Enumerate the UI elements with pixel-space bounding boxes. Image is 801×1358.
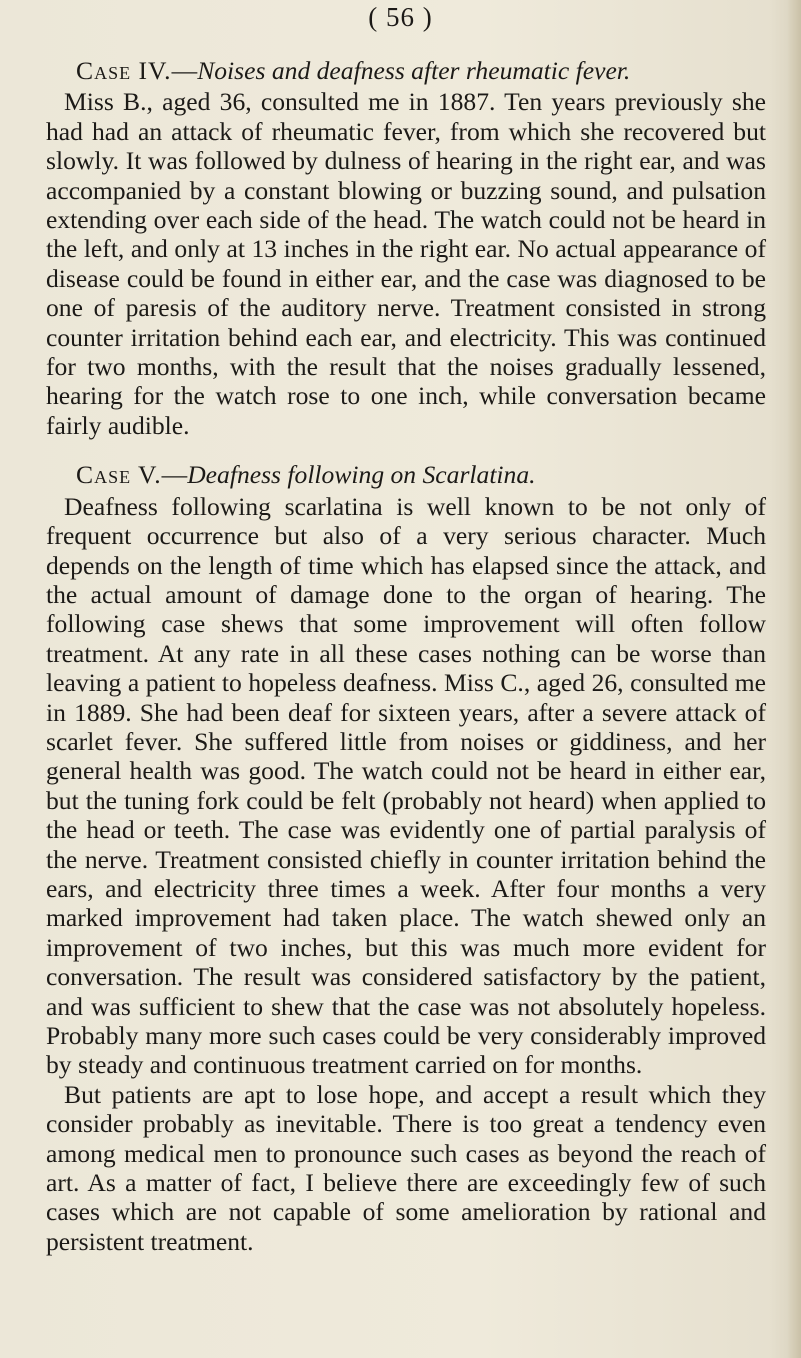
case-iv-label: Case IV.: [76, 56, 172, 85]
case-v-paragraph-1: Deafness following scarlatina is well known to be not only of frequent occurrence but also of a very serious character. Much depends on the length of time which has elapsed since the attack, and the actual amount of damage done to the organ of hearing. The following case shews that some improvement will often follow treatment. At any rate in all these cases nothing can be worse than leaving a patient to hopeless deafness. Miss C., aged 26, consulted me in 1889. She had been deaf for sixteen years, after a severe attack of scarlet fever. She suffered little from noises or giddiness, and her general health was good. The watch could not be heard in either ear, but the tuning fork could be felt (probably not heard) when applied to the head or teeth. The case was evidently one of partial paralysis of the nerve. Treatment consisted chiefly in counter irritation behind the ears, and electricity three times a week. After four months a very marked improvement had taken place. The watch shewed only an improvement of two inches, but this was much more evident for conversation. The result was considered satisfactory by the patient, and was sufficient to shew that the case was not absolutely hopeless. Probably many more such cases could be very considerably improved by steady and continuous treatment carried on for months.: [46, 491, 766, 1080]
heading-dash: —: [171, 56, 198, 85]
section-gap: [46, 440, 766, 460]
page-number: ( 56 ): [368, 2, 433, 32]
page-edge-shadow: [787, 0, 801, 1358]
case-v-paragraph-2: But patients are apt to lose hope, and accept a result which they consider probably as inevitable. There is too great a tendency even among medical men to pronounce such cases as beyond the reach of art. As a matter of fact, I believe there are exceedingly few of such cases which are not capable of some amelioration by rational and persistent treatment.: [46, 1079, 766, 1256]
page-body: [46, 56, 766, 1256]
case-v-title: Deafness following on Scarlatina.: [187, 460, 536, 490]
case-iv-paragraph: Miss B., aged 36, consulted me in 1887. Ten years previously she had had an attack of rheumatic fever, from which she recovered but slowly. It was followed by dulness of hearing in the right ear, and was accompanied by a constant blowing or buzzing sound, and pulsation extending over each side of the head. The watch could not be heard in the left, and only at 13 inches in the right ear. No actual appearance of disease could be found in either ear, and the case was diagnosed to be one of paresis of the auditory nerve. Treatment consisted in strong counter irritation behind each ear, and electricity. This was continued for two months, with the result that the noises gradually lessened, hearing for the watch rose to one inch, while conversation became fairly audible.: [46, 87, 766, 440]
case-v-label: Case V.: [76, 460, 162, 490]
case-iv-heading: [46, 56, 766, 85]
heading-dash: —: [161, 460, 188, 490]
case-iv-title: Noises and deafness after rheumatic fever.: [197, 56, 631, 85]
case-v-heading: [46, 460, 766, 489]
